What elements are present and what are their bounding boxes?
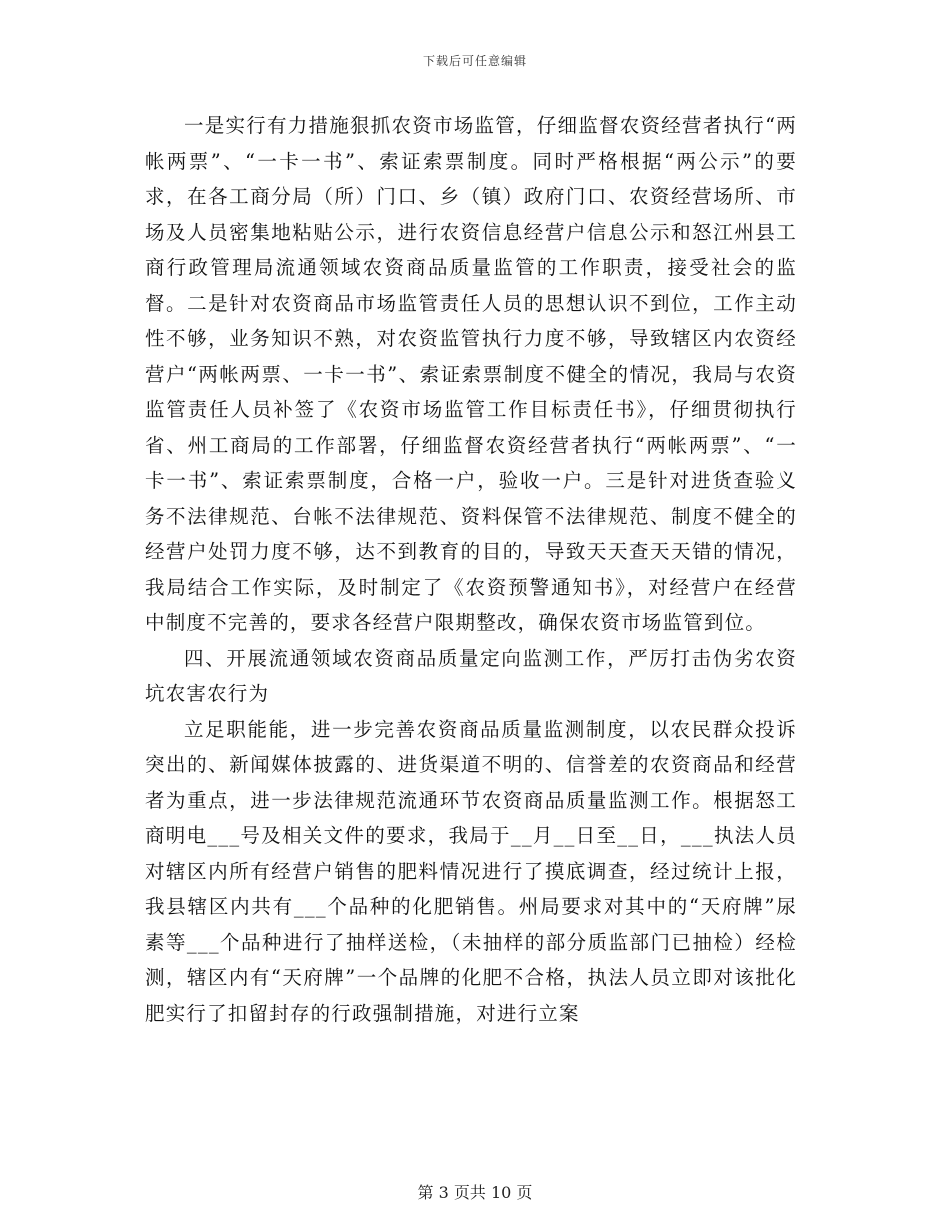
section-heading-four: 四、开展流通领域农资商品质量定向监测工作，严厉打击伪劣农资坑农害农行为 xyxy=(145,646,797,705)
page-header: 下载后可任意编辑 xyxy=(422,54,527,68)
paragraph-market-supervision: 一是实行有力措施狠抓农资市场监管，仔细监督农资经营者执行“两帐两票”、“一卡一书”、索证索票制度。同时严格根据“两公示”的要求，在各工商分局（所）门口、乡（镇）政府门口、农资经营场所、市场及人员密集地粘贴公示，进行农资信息经营户信息公示和怒江州县工商行政管理局流通领域农资商品质量监管的工作职责，接受社会的监督。二是针对农资商品市场监管责任人员的思想认识不到位，工作主动性不够，业务知识不熟，对农资监管执行力度不够，导致辖区内农资经营户“两帐两票、一卡一书”、索证索票制度不健全的情况，我局与农资监管责任人员补签了《农资市场监管工作目标责任书》，仔细贯彻执行省、州工商局的工作部署，仔细监督农资经营者执行“两帐两票”、“一卡一书”、索证索票制度，合格一户，验收一户。三是针对进货查验义务不法律规范、台帐不法律规范、资料保管不法律规范、制度不健全的经营户处罚力度不够，达不到教育的目的，导致天天查天天错的情况，我局结合工作实际，及时制定了《农资预警通知书》，对经营户在经营中制度不完善的，要求各经营户限期整改，确保农资市场监管到位。 xyxy=(145,114,797,634)
document-body xyxy=(145,108,797,1031)
page-number: 第 3 页共 10 页 xyxy=(417,1183,533,1202)
paragraph-quality-monitoring: 立足职能能，进一步完善农资商品质量监测制度，以农民群众投诉突出的、新闻媒体披露的、进货渠道不明的、信誉差的农资商品和经营者为重点，进一步法律规范流通环节农资商品质量监测工作。根据怒工商明电___号及相关文件的要求，我局于__月__日至__日，___执法人员对辖区内所有经营户销售的肥料情况进行了摸底调查，经过统计上报，我县辖区内共有___个品种的化肥销售。州局要求对其中的“天府牌”尿素等___个品种进行了抽样送检，（未抽样的部分质监部门已抽检）经检测，辖区内有“天府牌”一个品牌的化肥不合格，执法人员立即对该批化肥实行了扣留封存的行政强制措施，对进行立案 xyxy=(145,717,797,1025)
